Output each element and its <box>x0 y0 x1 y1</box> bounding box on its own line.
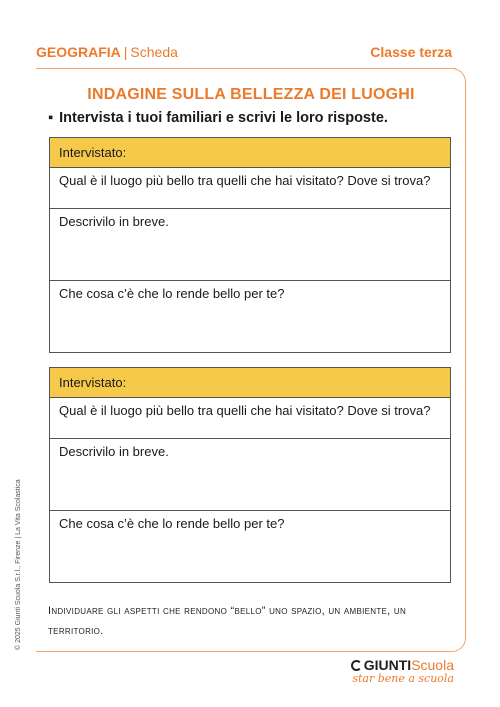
copyright-notice: © 2025 Giunti Scuola S.r.l., Firenze | La Vita Scolastica <box>15 479 22 650</box>
instruction-text: Intervista i tuoi familiari e scrivi le loro risposte. <box>59 110 388 126</box>
instruction <box>48 110 388 126</box>
question-beauty-field[interactable]: Che cosa c’è che lo rende bello per te? <box>59 516 285 531</box>
interview-card <box>49 367 451 583</box>
header-subject <box>36 44 178 60</box>
question-describe-field[interactable]: Descrivilo in breve. <box>50 209 450 281</box>
grade-label: Classe terza <box>370 44 452 60</box>
logo-brand-scuola: Scuola <box>411 657 454 673</box>
logo-brand: GIUNTI <box>363 657 412 673</box>
publisher-logo <box>351 657 454 685</box>
bullet-icon: ▪ <box>48 110 54 126</box>
learning-goal: Individuare gli aspetti che rendono “bello” uno spazio, un ambiente, un territorio. <box>48 605 407 637</box>
giunti-g-icon <box>351 660 362 671</box>
subject-label: GEOGRAFIA <box>36 44 121 60</box>
question-describe-field[interactable]: Descrivilo in breve. <box>50 439 450 511</box>
interviewee-field[interactable]: Intervistato: <box>50 368 450 398</box>
sheet-kind: Scheda <box>130 44 178 60</box>
frame-top-line <box>36 68 456 69</box>
question-place-field[interactable]: Qual è il luogo più bello tra quelli che hai visitato? Dove si trova? <box>50 398 450 439</box>
question-place-field[interactable]: Qual è il luogo più bello tra quelli che hai visitato? Dove si trova? <box>50 168 450 209</box>
logo-wordmark <box>351 657 454 673</box>
logo-tagline: star bene a scuola <box>352 672 454 685</box>
interviewee-field[interactable]: Intervistato: <box>50 138 450 168</box>
interview-card <box>49 137 451 353</box>
question-beauty-field[interactable]: Che cosa c’è che lo rende bello per te? <box>59 286 285 301</box>
header-separator: | <box>123 44 128 60</box>
page-title: INDAGINE SULLA BELLEZZA DEI LUOGHI <box>87 86 415 103</box>
